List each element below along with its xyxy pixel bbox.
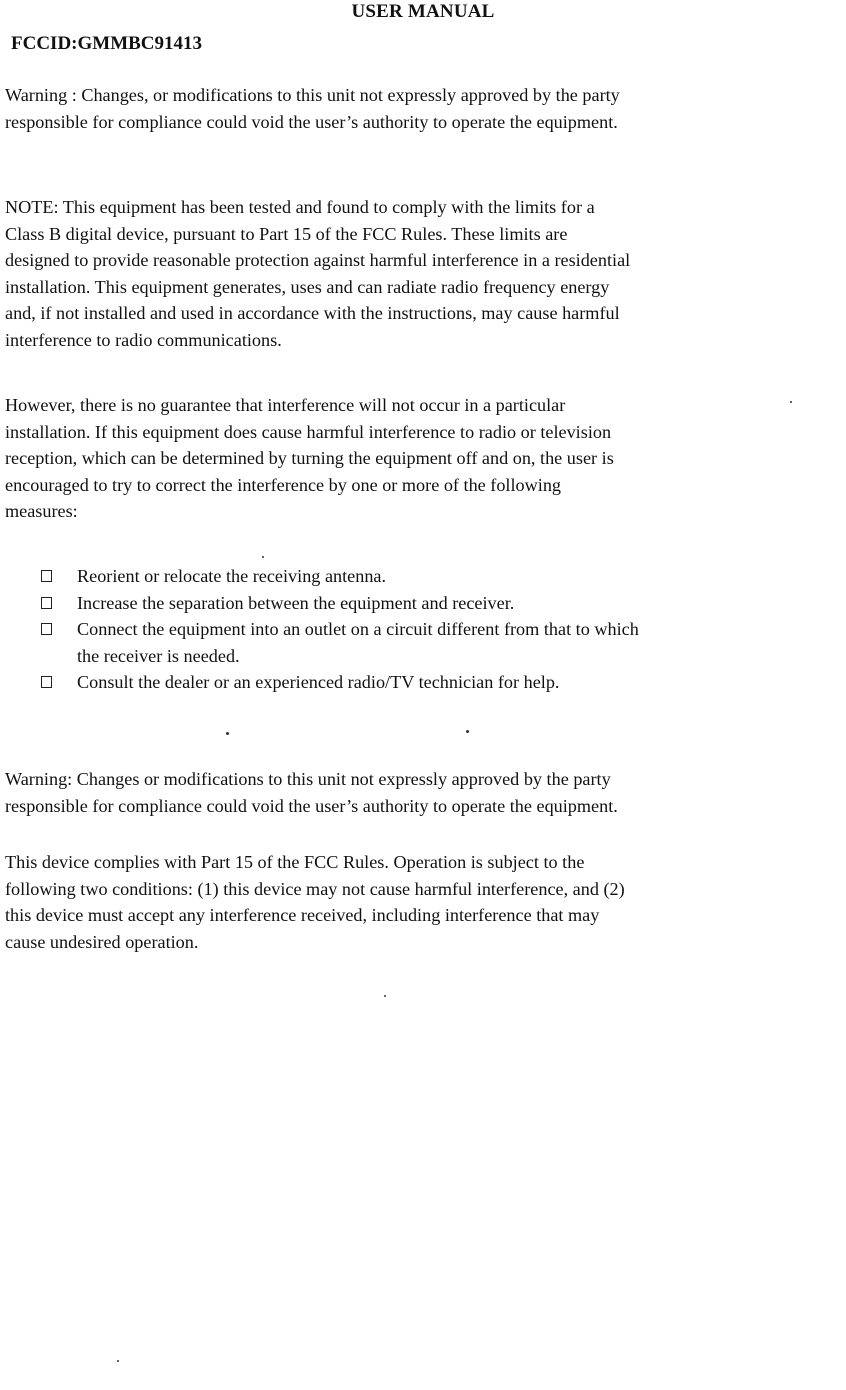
compliance-line: this device must accept any interference received, including interference that may	[5, 905, 600, 925]
measure-text: Consult the dealer or an experienced radio/TV technician for help.	[77, 672, 560, 692]
measure-text: Connect the equipment into an outlet on a circuit different from that to which	[77, 619, 639, 639]
measure-text: Increase the separation between the equipment and receiver.	[77, 592, 515, 613]
note-line: and, if not installed and used in accordance with the instructions, may cause harmful	[5, 303, 620, 323]
scan-speck	[466, 730, 469, 733]
warning-1-line: responsible for compliance could void the user’s authority to operate the equipment.	[5, 111, 618, 132]
warning-2-line: Warning: Changes or modifications to this unit not expressly approved by the party	[5, 769, 611, 789]
checkbox-icon	[41, 623, 52, 635]
measures-list	[0, 563, 846, 696]
note-paragraph	[5, 194, 843, 353]
however-line: reception, which can be determined by turning the equipment off and on, the user is	[5, 448, 614, 468]
note-line: installation. This equipment generates, uses and can radiate radio frequency energy	[5, 276, 610, 297]
scan-speck	[117, 1360, 119, 1362]
measure-text: Reorient or relocate the receiving antenna.	[77, 566, 387, 586]
however-line: installation. If this equipment does cause harmful interference to radio or television	[5, 421, 612, 442]
however-line: However, there is no guarantee that interference will not occur in a particular	[5, 395, 566, 415]
note-line: Class B digital device, pursuant to Part 15 of the FCC Rules. These limits are	[5, 223, 568, 244]
however-line: encouraged to try to correct the interference by one or more of the following	[5, 474, 562, 495]
checkbox-icon	[41, 676, 52, 688]
note-line: designed to provide reasonable protection against harmful interference in a residential	[5, 250, 631, 270]
measure-item	[0, 616, 846, 669]
checkbox-icon	[41, 597, 52, 609]
fcc-id: FCCID:GMMBC91413	[11, 33, 203, 54]
compliance-line: cause undesired operation.	[5, 931, 199, 952]
warning-paragraph-1	[5, 82, 843, 135]
scan-speck	[262, 556, 264, 558]
scan-speck	[384, 995, 386, 997]
measure-item	[0, 669, 846, 696]
however-line: measures:	[5, 501, 78, 521]
scan-speck	[226, 732, 229, 735]
document-title: USER MANUAL	[351, 1, 495, 22]
warning-1-line: Warning : Changes, or modifications to this unit not expressly approved by the party	[5, 85, 620, 105]
checkbox-icon	[41, 570, 52, 582]
measure-item	[0, 590, 846, 617]
however-paragraph	[5, 392, 843, 525]
compliance-paragraph	[5, 849, 843, 955]
note-line: interference to radio communications.	[5, 329, 282, 350]
scan-speck	[790, 401, 792, 403]
compliance-line: This device complies with Part 15 of the FCC Rules. Operation is subject to the	[5, 852, 585, 872]
measure-text: the receiver is needed.	[77, 645, 240, 666]
measure-item	[0, 563, 846, 590]
note-line: NOTE: This equipment has been tested and found to comply with the limits for a	[5, 197, 595, 217]
warning-paragraph-2	[5, 766, 843, 819]
compliance-line: following two conditions: (1) this device may not cause harmful interference, and (2)	[5, 878, 625, 899]
warning-2-line: responsible for compliance could void the user’s authority to operate the equipment.	[5, 795, 618, 816]
